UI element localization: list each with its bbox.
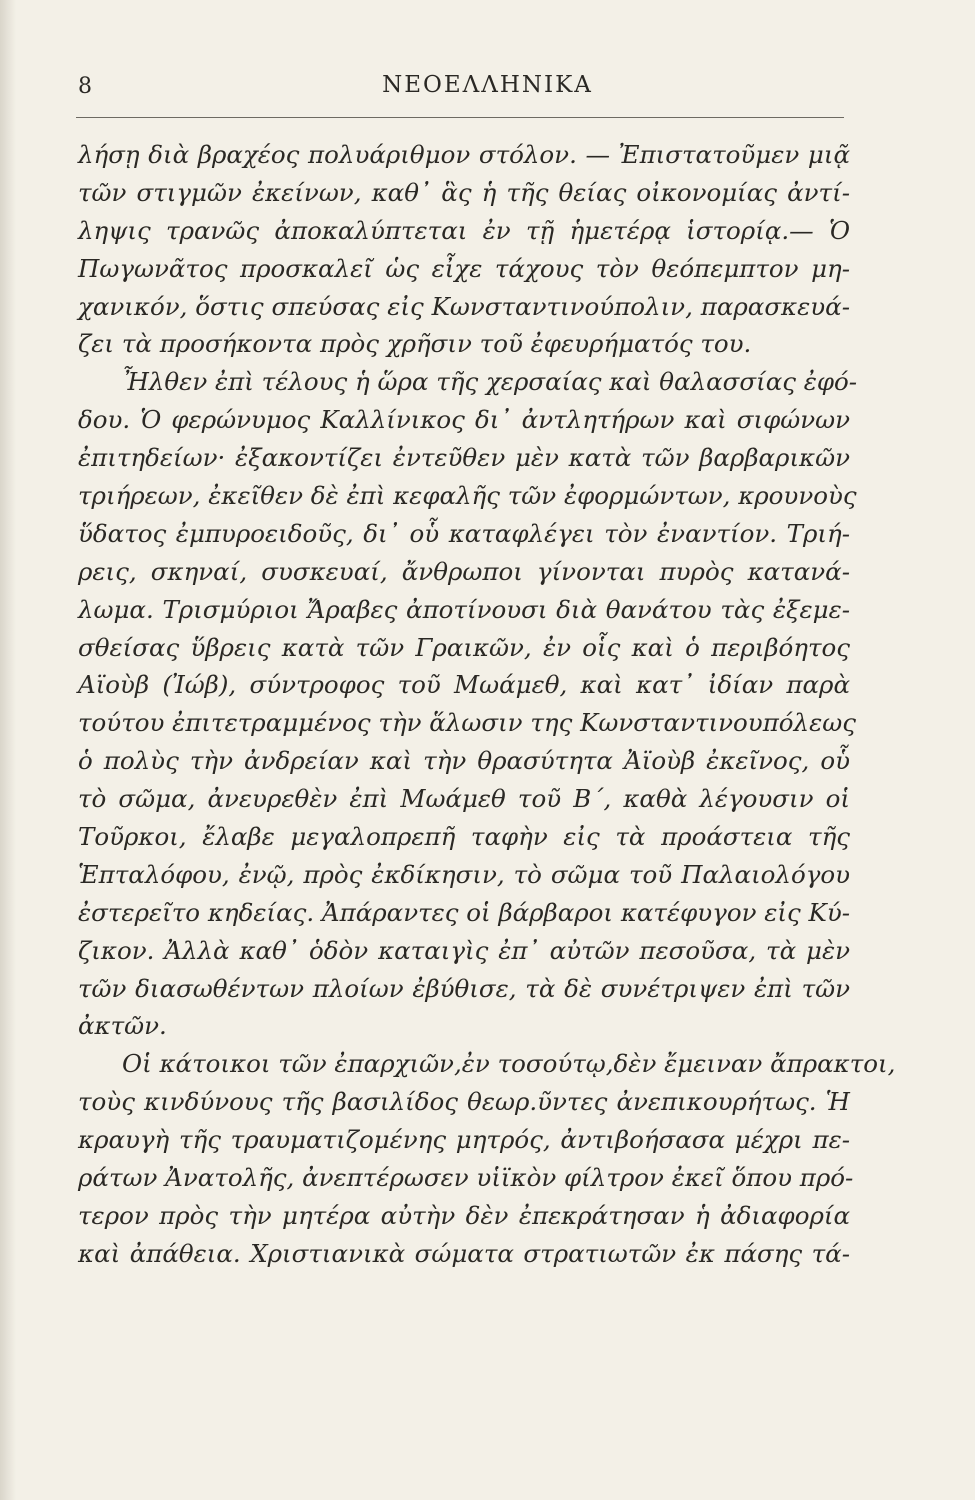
text-line: τριήρεων, ἐκεῖθεν δὲ ἐπὶ κεφαλῆς τῶν ἐφορμώντων, κρουνοὺς <box>78 481 857 511</box>
text-line: Ἑπταλόφου, ἐνῷ, πρὸς ἐκδίκησιν, τὸ σῶμα τοῦ Παλαιολόγου <box>78 859 850 889</box>
text-line: ὁ πολὺς τὴν ἀνδρείαν καὶ τὴν θρασύτητα Ἀϊοὺβ ἐκεῖνος, οὗ <box>78 746 850 776</box>
text-line: Πωγωνᾶτος προσκαλεῖ ὡς εἶχε τάχους τὸν θεόπεμπτον μη- <box>78 253 850 283</box>
text-line: Αϊοὺβ (Ἰώβ), σύντροφος τοῦ Μωάμεθ, καὶ κατ᾿ ἰδίαν παρὰ <box>78 670 850 700</box>
text-line: ληψις τρανῶς ἀποκαλύπτεται ἐν τῇ ἡμετέρᾳ ἱστορίᾳ.— Ὁ <box>78 215 850 245</box>
text-line: χανικόν, ὅστις σπεύσας εἰς Κωνσταντινούπολιν, παρασκευά- <box>78 291 850 321</box>
text-line: Τοῦρκοι, ἔλαβε μεγαλοπρεπῆ ταφὴν εἰς τὰ προάστεια τῆς <box>78 822 850 852</box>
text-line: τὸ σῶμα, ἀνευρεθὲν ἐπὶ Μωάμεθ τοῦ Β΄, καθὰ λέγουσιν οἱ <box>78 784 850 814</box>
text-line: ρεις, σκηναί, συσκευαί, ἄνθρωποι γίνονται πυρὸς κατανά- <box>78 556 850 586</box>
text-line: τούτου ἐπιτετραμμένος τὴν ἅλωσιν της Κωνσταντινουπόλεως <box>78 708 856 738</box>
text-line: τῶν διασωθέντων πλοίων ἐβύθισε, τὰ δὲ συνέτριψεν ἐπὶ τῶν <box>78 973 850 1003</box>
text-line: σθείσας ὕβρεις κατὰ τῶν Γραικῶν, ἐν οἷς καὶ ὁ περιβόητος <box>78 632 850 662</box>
running-head: ΝΕΟΕΛΛΗΝΙΚΑ <box>382 72 593 98</box>
body-text <box>78 136 896 1273</box>
text-line: λωμα. Τρισμύριοι Ἄραβες ἀποτίνουσι διὰ θανάτου τὰς ἐξεμε- <box>78 594 850 624</box>
text-line: τερον πρὸς τὴν μητέρα αὐτὴν δὲν ἐπεκράτησαν ἡ ἀδιαφορία <box>78 1200 850 1230</box>
text-line: ἐστερεῖτο κηδείας. Ἀπάραντες οἱ βάρβαροι κατέφυγον εἰς Κύ- <box>78 897 850 927</box>
text-line: ράτων Ἀνατολῆς, ἀνεπτέρωσεν υἱϊκὸν φίλτρον ἐκεῖ ὅπου πρό- <box>78 1163 854 1193</box>
text-line: δου. Ὁ φερώνυμος Καλλίνικος δι᾿ ἀντλητήρων καὶ σιφώνων <box>78 405 850 435</box>
text-line: ζει τὰ προσήκοντα πρὸς χρῆσιν τοῦ ἐφευρήματός του. <box>78 329 752 359</box>
text-line: λήσῃ διὰ βραχέος πολυάριθμον στόλον. — Ἐπιστατοῦμεν μιᾷ <box>78 140 850 169</box>
spine-shadow <box>0 0 16 1500</box>
text-line: Οἱ κάτοικοι τῶν ἐπαρχιῶν,ἐν τοσούτῳ,δὲν ἔμειναν ἄπρακτοι, <box>122 1049 896 1079</box>
text-line: κραυγὴ τῆς τραυματιζομένης μητρός, ἀντιβοήσασα μέχρι πε- <box>78 1125 850 1155</box>
text-line: τῶν στιγμῶν ἐκείνων, καθ᾿ ἃς ἡ τῆς θείας οἰκονομίας ἀντί- <box>78 177 850 207</box>
text-line: ζικον. Ἀλλὰ καθ᾿ ὁδὸν καταιγὶς ἐπ᾿ αὐτῶν πεσοῦσα, τὰ μὲν <box>78 935 850 965</box>
text-line: καὶ ἀπάθεια. Χριστιανικὰ σώματα στρατιωτῶν ἐκ πάσης τά- <box>78 1238 850 1268</box>
text-line: Ἦλθεν ἐπὶ τέλους ἡ ὥρα τῆς χερσαίας καὶ θαλασσίας ἐφό- <box>122 367 858 397</box>
text-line: τοὺς κινδύνους τῆς βασιλίδος θεωρ.ῦντες ἀνεπικουρήτως. Ἡ <box>78 1087 850 1117</box>
text-line: ἐπιτηδείων· ἐξακοντίζει ἐντεῦθεν μὲν κατὰ τῶν βαρβαρικῶν <box>78 443 850 473</box>
page-number: 8 <box>78 74 93 99</box>
text-line: ἀκτῶν. <box>78 1011 167 1041</box>
header-rule <box>76 117 844 118</box>
text-line: ὕδατος ἐμπυροειδοῦς, δι᾿ οὗ καταφλέγει τὸν ἐναντίον. Τριή- <box>78 518 850 548</box>
